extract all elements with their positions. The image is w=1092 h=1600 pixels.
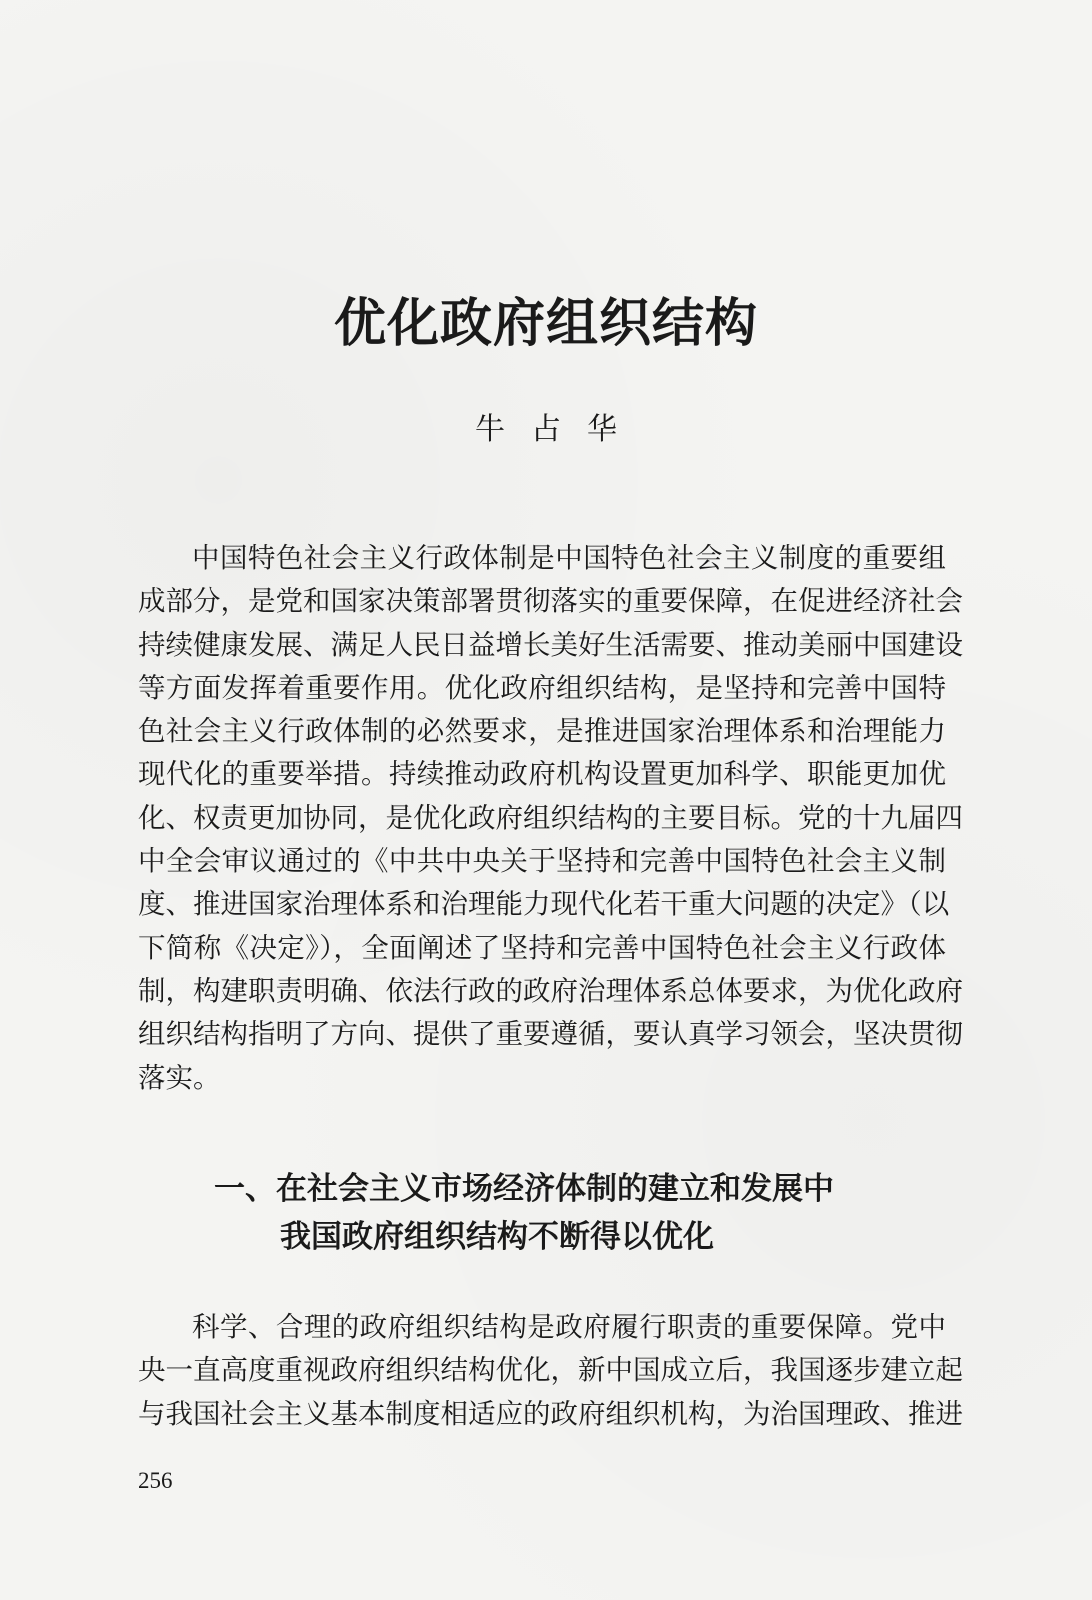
intro-line: 成部分，是党和国家决策部署贯彻落实的重要保障，在促进经济社会: [138, 585, 963, 618]
intro-line: 中全会审议通过的《中共中央关于坚持和完善中国特色社会主义制: [138, 845, 946, 878]
intro-line: 中国特色社会主义行政体制是中国特色社会主义制度的重要组: [192, 542, 946, 574]
intro-line: 下简称《决定》），全面阐述了坚持和完善中国特色社会主义行政体: [138, 931, 946, 964]
intro-paragraph: [138, 537, 963, 1100]
intro-line: 度、推进国家治理体系和治理能力现代化若干重大问题的决定》（以: [138, 888, 950, 921]
section-heading-line: 一、在社会主义市场经济体制的建立和发展中: [214, 1171, 834, 1207]
intro-line: 现代化的重要举措。持续推动政府机构设置更加科学、职能更加优: [138, 758, 946, 791]
section-line: 与我国社会主义基本制度相适应的政府组织机构，为治国理政、推进: [138, 1397, 963, 1430]
section-heading: [0, 1165, 1092, 1261]
intro-line: 等方面发挥着重要作用。优化政府组织结构，是坚持和完善中国特: [138, 671, 946, 704]
article-title: 优化政府组织结构: [333, 293, 758, 354]
section-paragraph: [138, 1306, 963, 1436]
intro-line: 制，构建职责明确、依法行政的政府治理体系总体要求，为优化政府: [138, 974, 963, 1007]
intro-line: 持续健康发展、满足人民日益增长美好生活需要、推动美丽中国建设: [138, 628, 963, 661]
page-number: 256: [138, 1468, 173, 1493]
intro-line: 组织结构指明了方向、提供了重要遵循，要认真学习领会，坚决贯彻: [138, 1018, 963, 1051]
section-line: 央一直高度重视政府组织结构优化，新中国成立后，我国逐步建立起: [138, 1354, 963, 1387]
article-author: 牛占华: [475, 412, 643, 447]
intro-line: 色社会主义行政体制的必然要求，是推进国家治理体系和治理能力: [138, 715, 946, 748]
section-line: 科学、合理的政府组织结构是政府履行职责的重要保障。党中: [192, 1311, 946, 1343]
intro-line: 化、权责更加协同，是优化政府组织结构的主要目标。党的十九届四: [138, 801, 963, 834]
intro-line: 落实。: [138, 1061, 221, 1094]
section-heading-line: 我国政府组织结构不断得以优化: [280, 1219, 714, 1255]
